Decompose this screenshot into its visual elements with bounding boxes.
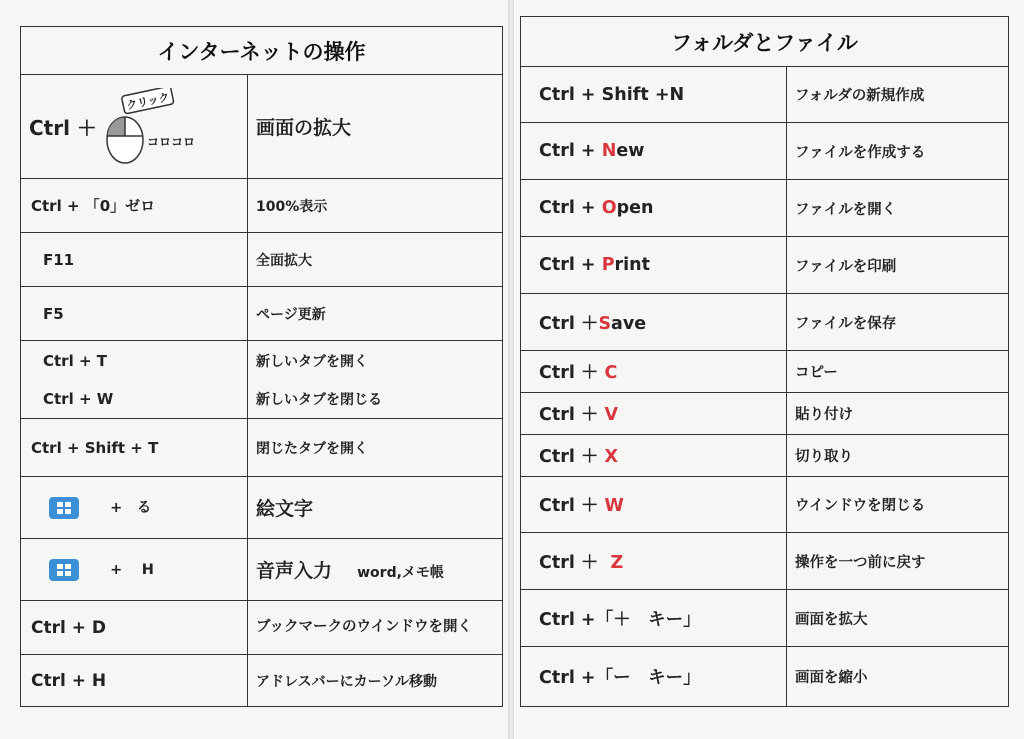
table-row (521, 533, 1009, 590)
shortcut-desc: 貼り付け (787, 393, 1009, 435)
table-row (521, 294, 1009, 351)
shortcut-key: Ctrl + Shift + T (21, 419, 248, 477)
table-row (21, 179, 503, 233)
shortcut-key: Ctrl + Open (521, 180, 787, 237)
voice-note: word,メモ帳 (357, 565, 444, 581)
shortcut-desc: アドレスバーにカーソル移動 (248, 655, 503, 707)
shortcut-desc: 新しいタブを開く (256, 353, 368, 370)
folder-file-shortcuts-table (520, 16, 1009, 707)
click-bubble-text: クリック (125, 90, 171, 112)
shortcut-key: Ctrl + Print (521, 237, 787, 294)
table-row (521, 647, 1009, 707)
table-row (521, 477, 1009, 533)
table-row (521, 123, 1009, 180)
shortcut-desc: ファイルを印刷 (787, 237, 1009, 294)
shortcut-key: Ctrl ＋ Z (521, 533, 787, 590)
mouse-key-cell (21, 75, 248, 179)
scroll-text: コロコロ (146, 134, 195, 149)
shortcut-desc: ファイルを作成する (787, 123, 1009, 180)
shortcut-key: Ctrl + D (21, 601, 248, 655)
shortcut-key: Ctrl + T (43, 351, 107, 370)
shortcut-desc: 操作を一つ前に戻す (787, 533, 1009, 590)
shortcut-desc: 画面を縮小 (787, 647, 1009, 707)
page-fold (508, 0, 514, 739)
shortcut-key: Ctrl ＋ W (521, 477, 787, 533)
shortcut-desc: 全面拡大 (248, 233, 503, 287)
shortcut-key: Ctrl ＋ C (521, 351, 787, 393)
table-row (21, 341, 503, 419)
tab-keys-cell (21, 341, 248, 419)
shortcut-key: Ctrl ＋ X (521, 435, 787, 477)
table-row (521, 435, 1009, 477)
folder-file-title: フォルダとファイル (521, 17, 1009, 67)
shortcut-key: Ctrl + W (43, 389, 114, 408)
table-row (21, 75, 503, 179)
table-row (521, 67, 1009, 123)
table-row (21, 655, 503, 707)
shortcut-desc: 絵文字 (248, 477, 503, 539)
table-row (21, 419, 503, 477)
shortcut-desc: 音声入力 (256, 560, 333, 582)
shortcut-key: Ctrl +「ー キー」 (521, 647, 787, 707)
table-row (521, 237, 1009, 294)
voice-key-cell (21, 539, 248, 601)
windows-key-icon (49, 497, 79, 519)
shortcut-key: Ctrl ＋Save (521, 294, 787, 351)
shortcut-desc: 閉じたタブを開く (248, 419, 503, 477)
shortcut-key: F11 (21, 233, 248, 287)
shortcut-key-suffix: + る (110, 500, 152, 517)
table-row (21, 233, 503, 287)
shortcut-key: Ctrl + Shift +N (521, 67, 787, 123)
shortcut-desc: 画面を拡大 (787, 590, 1009, 647)
shortcut-desc: ブックマークのウインドウを開く (248, 601, 503, 655)
shortcut-desc: ファイルを開く (787, 180, 1009, 237)
shortcut-desc: 新しいタブを閉じる (256, 391, 382, 408)
windows-key-icon (49, 559, 79, 581)
shortcut-key: Ctrl + 「0」ゼロ (21, 179, 248, 233)
table-row (21, 601, 503, 655)
table-row (521, 351, 1009, 393)
zoom-desc: 画面の拡大 (248, 75, 503, 179)
shortcut-desc: ページ更新 (248, 287, 503, 341)
shortcut-key: Ctrl ＋ V (521, 393, 787, 435)
tab-desc-cell (248, 341, 503, 419)
shortcut-desc: フォルダの新規作成 (787, 67, 1009, 123)
table-row (21, 477, 503, 539)
shortcut-desc: ファイルを保存 (787, 294, 1009, 351)
table-row (21, 539, 503, 601)
shortcut-key: Ctrl + New (521, 123, 787, 180)
ctrl-plus-label: Ctrl ＋ (29, 116, 97, 140)
shortcut-desc: 切り取り (787, 435, 1009, 477)
shortcut-key-suffix: + H (110, 562, 154, 579)
emoji-key-cell (21, 477, 248, 539)
internet-title: インターネットの操作 (21, 27, 503, 75)
table-row (521, 590, 1009, 647)
table-row (521, 180, 1009, 237)
shortcut-key: Ctrl +「＋ キー」 (521, 590, 787, 647)
shortcut-key: F5 (21, 287, 248, 341)
mouse-scroll-icon (103, 88, 223, 166)
table-row (521, 393, 1009, 435)
voice-desc-cell (248, 539, 503, 601)
internet-shortcuts-table (20, 26, 503, 707)
shortcut-desc: ウインドウを閉じる (787, 477, 1009, 533)
table-row (21, 287, 503, 341)
shortcut-desc: コピー (787, 351, 1009, 393)
shortcut-desc: 100%表示 (248, 179, 503, 233)
shortcut-key: Ctrl + H (21, 655, 248, 707)
